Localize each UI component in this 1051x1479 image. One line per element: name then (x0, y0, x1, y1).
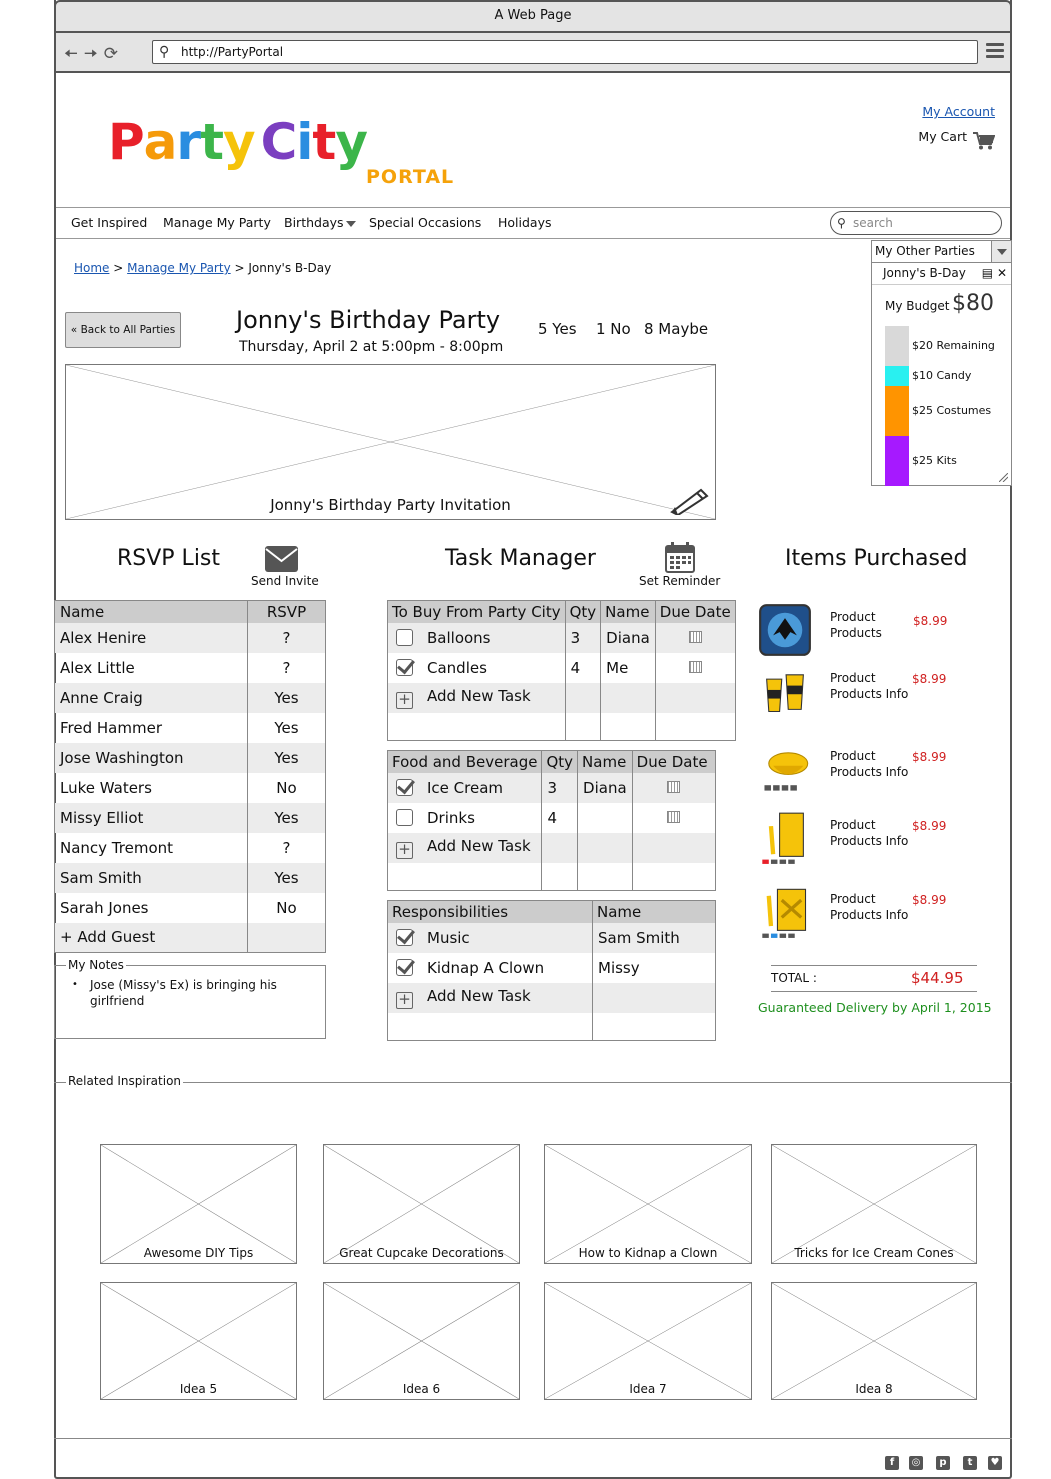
empty-cell (565, 713, 601, 741)
idea-caption: Tricks for Ice Cream Cones (794, 1246, 954, 1260)
due-date-cell[interactable] (655, 623, 735, 653)
task-label: Candles (427, 658, 487, 677)
url-text: http://PartyPortal (181, 45, 284, 59)
notes-title: My Notes (68, 958, 124, 972)
product-info[interactable]: Products Info (830, 908, 909, 922)
party-tab-label: Jonny's B-Day (883, 266, 966, 280)
task-manager-title: Task Manager (445, 546, 596, 571)
task-assignee: Me (601, 653, 656, 683)
budget-segment-bar (885, 326, 909, 366)
product-name[interactable]: Product (830, 749, 876, 763)
breadcrumb-current: Jonny's B-Day (248, 261, 332, 275)
col-rsvp: RSVP (248, 601, 326, 623)
task-label: Ice Cream (427, 778, 504, 797)
task-label: Music (427, 928, 470, 947)
task-cell (388, 773, 542, 803)
guest-name: Sarah Jones (55, 893, 248, 923)
nav-holidays[interactable]: Holidays (498, 215, 552, 230)
nav-special-occasions[interactable]: Special Occasions (369, 215, 482, 230)
related-title: Related Inspiration (68, 1074, 182, 1088)
maybe-count: 8 Maybe (644, 320, 709, 338)
total-divider-top (771, 965, 977, 966)
add-task-button[interactable] (388, 833, 542, 863)
empty-cell (542, 863, 578, 891)
product-info[interactable]: Products (830, 626, 882, 640)
search-icon: ⚲ (837, 216, 846, 230)
guest-rsvp[interactable]: Yes (248, 713, 326, 743)
task-label: Balloons (427, 628, 491, 647)
forward-arrow-icon[interactable]: 🠦 (83, 44, 104, 64)
task-row[interactable] (388, 773, 716, 803)
column-header: Name (601, 601, 656, 623)
add-task-label: Add New Task (427, 686, 531, 705)
task-cell (388, 653, 566, 683)
task-row[interactable] (388, 623, 736, 653)
idea-card[interactable] (100, 1282, 297, 1400)
party-date: Thursday, April 2 at 5:00pm - 8:00pm (239, 339, 504, 355)
empty-cell (248, 923, 326, 953)
envelope-icon[interactable] (265, 546, 298, 572)
product-price: $8.99 (912, 672, 947, 686)
due-date-cell[interactable] (655, 653, 735, 683)
bullet-icon: • (72, 979, 78, 990)
idea-caption: Idea 6 (402, 1382, 441, 1396)
guest-rsvp[interactable]: ? (248, 653, 326, 683)
idea-caption: Awesome DIY Tips (143, 1246, 254, 1260)
add-task-row[interactable] (388, 833, 716, 863)
window-title: A Web Page (54, 0, 1012, 33)
back-button-label: Back to All Parties (80, 324, 176, 336)
no-count: 1 No (596, 320, 631, 338)
rsvp-table (54, 600, 326, 953)
set-reminder-button[interactable]: Set Reminder (639, 574, 721, 588)
portal-label: PORTAL (366, 166, 455, 188)
empty-cell (542, 833, 578, 863)
checked-checkbox[interactable] (396, 779, 413, 796)
blank-row (388, 1013, 716, 1041)
related-divider (54, 1082, 1012, 1083)
product-price: $8.99 (912, 819, 947, 833)
blank-row (388, 713, 736, 741)
product-name[interactable]: Product (830, 610, 876, 624)
idea-caption: How to Kidnap a Clown (578, 1246, 718, 1260)
guest-rsvp[interactable]: ? (248, 623, 326, 653)
nav-get-inspired[interactable]: Get Inspired (71, 215, 148, 230)
empty-cell (578, 833, 633, 863)
budget-segment-bar (885, 436, 909, 486)
guest-name: Sam Smith (55, 863, 248, 893)
total-divider (771, 991, 977, 992)
empty-cell (601, 683, 656, 713)
checked-checkbox[interactable] (396, 959, 413, 976)
product-price: $8.99 (912, 893, 947, 907)
invitation-caption: Jonny's Birthday Party Invitation (270, 496, 511, 514)
nav-birthdays[interactable]: Birthdays (284, 215, 344, 230)
guest-rsvp[interactable]: Yes (248, 683, 326, 713)
url-input[interactable] (152, 40, 978, 64)
send-invite-button[interactable]: Send Invite (251, 574, 319, 588)
task-assignee: Missy (593, 953, 716, 983)
budget-segment-label: $20 Remaining (912, 339, 995, 352)
other-parties-dropdown[interactable] (872, 241, 1011, 263)
guest-rsvp[interactable]: No (248, 893, 326, 923)
chevron-down-icon[interactable] (346, 221, 356, 228)
product-thumbnail[interactable] (758, 885, 812, 939)
plus-icon: + (396, 992, 413, 1009)
product-price: $8.99 (912, 750, 947, 764)
checked-checkbox[interactable] (396, 659, 413, 676)
add-task-label: Add New Task (427, 836, 531, 855)
empty-cell (388, 1013, 593, 1041)
task-assignee: Diana (578, 773, 633, 803)
breadcrumb-home[interactable]: Home (74, 261, 110, 275)
plus-icon: + (396, 692, 413, 709)
product-name[interactable]: Product (830, 818, 876, 832)
table-row[interactable] (55, 743, 326, 773)
search-icon: ⚲ (159, 44, 170, 60)
footer-divider (54, 1438, 1012, 1439)
cart-icon[interactable] (973, 132, 995, 150)
task-qty: 4 (565, 653, 601, 683)
party-tab[interactable] (872, 263, 1011, 285)
idea-card[interactable] (100, 1144, 297, 1264)
search-placeholder: search (853, 216, 893, 230)
budget-segment-bar (885, 366, 909, 386)
guest-rsvp[interactable]: Yes (248, 863, 326, 893)
budget-label: My Budget (885, 299, 950, 313)
other-parties-panel (871, 240, 1012, 486)
budget-segment-label: $10 Candy (912, 369, 972, 382)
double-chevron-left-icon: « (70, 324, 78, 336)
browser-nav (64, 41, 124, 70)
reload-icon[interactable]: ⟳ (103, 44, 124, 64)
party-city-logo[interactable]: Party City (108, 113, 367, 171)
task-assignee (578, 803, 633, 833)
column-header: Due Date (655, 601, 735, 623)
breadcrumb: Home > Manage My Party > Jonny's B-Day (74, 261, 332, 275)
table-row[interactable] (55, 833, 326, 863)
main-nav (56, 207, 1010, 239)
calendar-icon[interactable] (667, 781, 680, 793)
add-task-label: Add New Task (427, 986, 531, 1005)
other-parties-title: My Other Parties (875, 244, 975, 258)
idea-caption: Idea 8 (855, 1382, 893, 1396)
buy-task-table (387, 600, 736, 741)
task-qty: 3 (565, 623, 601, 653)
items-purchased-title: Items Purchased (785, 546, 968, 571)
task-cell (388, 623, 566, 653)
checked-checkbox[interactable] (396, 929, 413, 946)
rsvp-title: RSVP List (117, 546, 221, 571)
empty-cell (565, 683, 601, 713)
guest-rsvp[interactable]: ? (248, 833, 326, 863)
yes-count: 5 Yes (538, 320, 577, 338)
checkbox[interactable] (396, 629, 413, 646)
page-title: Jonny's Birthday Party (236, 306, 501, 334)
product-thumbnail[interactable] (758, 664, 812, 718)
column-header: Name (593, 901, 716, 923)
calendar-icon[interactable] (689, 631, 702, 643)
table-row[interactable] (55, 893, 326, 923)
tumblr-icon[interactable]: t (963, 1456, 977, 1470)
idea-card[interactable] (323, 1144, 520, 1264)
table-row[interactable] (55, 863, 326, 893)
empty-cell (632, 863, 715, 891)
budget-segment-label: $25 Costumes (912, 404, 992, 417)
product-price: $8.99 (913, 614, 948, 628)
column-header: To Buy From Party City (388, 601, 566, 623)
column-header: Responsibilities (388, 901, 593, 923)
task-label: Kidnap A Clown (427, 958, 545, 977)
total-label: TOTAL : (771, 971, 817, 985)
back-arrow-icon[interactable]: 🠤 (64, 44, 84, 64)
task-row[interactable] (388, 653, 736, 683)
empty-cell (593, 983, 716, 1013)
product-info[interactable]: Products Info (830, 765, 909, 779)
due-date-cell[interactable] (632, 773, 715, 803)
table-row[interactable] (55, 803, 326, 833)
note-text[interactable]: Jose (Missy's Ex) is bringing his girlfriend (90, 978, 277, 1008)
menu-icon[interactable] (986, 43, 1004, 61)
breadcrumb-manage[interactable]: Manage My Party (127, 261, 231, 275)
add-guest-button[interactable]: + Add Guest (55, 923, 248, 953)
product-thumbnail[interactable] (758, 603, 812, 657)
task-row[interactable] (388, 923, 716, 953)
product-thumbnail[interactable] (758, 811, 812, 865)
guest-name: Luke Waters (55, 773, 248, 803)
product-name[interactable]: Product (830, 892, 876, 906)
empty-cell (601, 713, 656, 741)
table-row[interactable] (55, 773, 326, 803)
column-header: Name (578, 751, 633, 773)
budget-segment-bar (885, 386, 909, 436)
add-task-button[interactable] (388, 983, 593, 1013)
column-header: Qty (542, 751, 578, 773)
instagram-icon[interactable]: ◎ (909, 1456, 923, 1470)
responsibilities-table (387, 900, 716, 1041)
idea-card[interactable] (544, 1144, 752, 1264)
table-row[interactable] (55, 623, 326, 653)
task-cell (388, 923, 593, 953)
task-assignee: Diana (601, 623, 656, 653)
empty-cell (593, 1013, 716, 1041)
invitation-image[interactable] (65, 364, 716, 520)
empty-cell (388, 713, 566, 741)
column-header: Due Date (632, 751, 715, 773)
guest-name: Alex Little (55, 653, 248, 683)
calendar-icon[interactable] (667, 811, 680, 823)
task-cell (388, 953, 593, 983)
table-row[interactable] (55, 683, 326, 713)
task-row[interactable] (388, 953, 716, 983)
column-header: Qty (565, 601, 601, 623)
empty-cell (388, 863, 542, 891)
product-info[interactable]: Products Info (830, 687, 909, 701)
dropdown-arrow-icon[interactable] (991, 241, 1011, 262)
delivery-note: Guaranteed Delivery by April 1, 2015 (758, 1000, 992, 1015)
total-value: $44.95 (911, 969, 964, 987)
guest-name: Alex Henire (55, 623, 248, 653)
blank-row (388, 863, 716, 891)
due-date-cell[interactable] (632, 803, 715, 833)
empty-cell (632, 833, 715, 863)
idea-card[interactable] (771, 1282, 977, 1400)
my-account-link[interactable]: My Account (922, 104, 995, 119)
calendar-icon[interactable] (665, 542, 695, 573)
close-icon[interactable]: ✕ (996, 266, 1007, 280)
empty-cell (655, 713, 735, 741)
pencil-edit-icon[interactable] (667, 485, 709, 515)
task-row[interactable] (388, 803, 716, 833)
search-input[interactable] (830, 211, 1002, 235)
add-task-row[interactable] (388, 983, 716, 1013)
budget-segment-label: $25 Kits (912, 454, 957, 467)
minimize-icon[interactable]: ▤ (981, 266, 994, 280)
add-task-row[interactable] (388, 683, 736, 713)
table-row[interactable] (55, 653, 326, 683)
plus-icon: + (396, 842, 413, 859)
browser-toolbar (54, 33, 1012, 73)
idea-caption: Great Cupcake Decorations (339, 1246, 504, 1260)
idea-card[interactable] (544, 1282, 752, 1400)
guest-name: Jose Washington (55, 743, 248, 773)
product-name[interactable]: Product (830, 671, 876, 685)
guest-name: Fred Hammer (55, 713, 248, 743)
checkbox[interactable] (396, 809, 413, 826)
add-guest-row[interactable] (55, 923, 326, 953)
product-info[interactable]: Products Info (830, 834, 909, 848)
guest-name: Anne Craig (55, 683, 248, 713)
column-header: Food and Beverage (388, 751, 542, 773)
nav-manage-my-party[interactable]: Manage My Party (163, 215, 271, 230)
task-cell (388, 803, 542, 833)
idea-caption: Idea 5 (179, 1382, 218, 1396)
idea-card[interactable] (323, 1282, 520, 1400)
task-qty: 3 (542, 773, 578, 803)
guest-name: Missy Elliot (55, 803, 248, 833)
idea-card[interactable] (771, 1144, 977, 1264)
product-thumbnail[interactable] (758, 742, 812, 796)
add-task-button[interactable] (388, 683, 566, 713)
col-name: Name (55, 601, 248, 623)
window-controls[interactable] (982, 263, 1007, 283)
food-task-table (387, 750, 716, 891)
guest-rsvp[interactable]: No (248, 773, 326, 803)
task-qty: 4 (542, 803, 578, 833)
empty-cell (578, 863, 633, 891)
task-label: Drinks (427, 808, 475, 827)
back-to-parties-button[interactable] (65, 312, 181, 348)
calendar-icon[interactable] (689, 661, 702, 673)
my-cart-link[interactable]: My Cart (918, 129, 967, 144)
guest-rsvp[interactable]: Yes (248, 803, 326, 833)
resize-handle-icon[interactable] (999, 473, 1008, 482)
facebook-icon[interactable]: f (885, 1456, 899, 1470)
guest-rsvp[interactable]: Yes (248, 743, 326, 773)
idea-caption: Idea 7 (629, 1382, 667, 1396)
budget-amount: $80 (952, 291, 994, 316)
task-assignee: Sam Smith (593, 923, 716, 953)
guest-name: Nancy Tremont (55, 833, 248, 863)
pinterest-icon[interactable]: p (936, 1456, 950, 1470)
twitter-icon[interactable]: ♥ (988, 1456, 1002, 1470)
table-row[interactable] (55, 713, 326, 743)
empty-cell (655, 683, 735, 713)
